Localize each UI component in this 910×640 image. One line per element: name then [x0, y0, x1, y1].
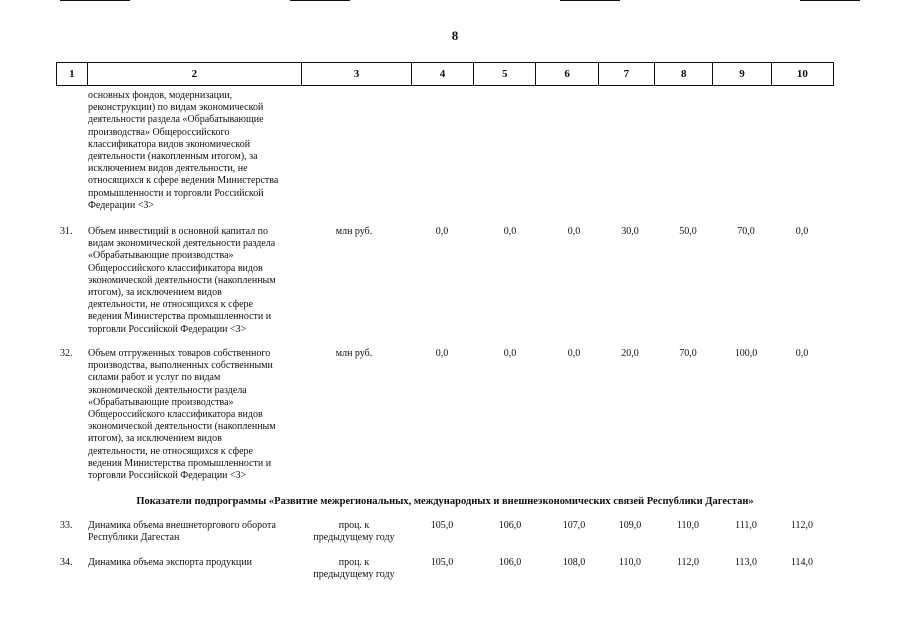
value-cell: 0,0: [567, 226, 581, 237]
value-cell: 0,0: [795, 348, 809, 359]
value-cell: 110,0: [618, 557, 642, 568]
row-number: 34.: [60, 557, 73, 568]
indicator-name: Объем инвестиций в основной капитал по видам экономической деятельности раздела «Обрабатывающие производства» Общероссийского классификатора видов экономической деятельности (накопленным итогом), за исключением видов деятельности, не относящихся к сфере ведения Министерства промышленности и торговли Российской Федерации <3>: [88, 226, 276, 335]
value-cell: 0,0: [795, 226, 809, 237]
value-cell: 108,0: [562, 557, 586, 568]
page-number: 8: [451, 28, 459, 43]
value-cell: 70,0: [737, 226, 755, 237]
value-cell: 0,0: [435, 226, 449, 237]
value-cell: 113,0: [734, 557, 758, 568]
row-number: 32.: [60, 348, 73, 359]
section-title: Показатели подпрограммы «Развитие межрегиональных, международных и внешнеэкономических связей Республики Дагестан»: [136, 496, 754, 507]
value-cell: 105,0: [430, 557, 454, 568]
value-cell: 109,0: [618, 520, 642, 531]
indicator-name: Динамика объема экспорта продукции: [88, 557, 252, 568]
value-cell: 0,0: [567, 348, 581, 359]
unit: проц. к предыдущему году: [313, 520, 395, 544]
value-cell: 0,0: [503, 348, 517, 359]
value-cell: 111,0: [735, 520, 757, 531]
value-cell: 0,0: [435, 348, 449, 359]
continuation-text: основных фондов, модернизации, реконструкции) по видам экономической деятельности раздела «Обрабатывающие производства» Общероссийского классификатора видов экономической деятельности (накопленным итогом), за исключением видов деятельности, не относящихся к сфере ведения Министерства промышленности и торговли Российской Федерации <3>: [88, 90, 279, 211]
value-cell: 0,0: [503, 226, 517, 237]
col-header-4: 4: [411, 63, 473, 85]
unit: млн руб.: [335, 226, 373, 237]
table-header: [56, 62, 834, 86]
row-number: 31.: [60, 226, 73, 237]
value-cell: 112,0: [676, 557, 700, 568]
col-header-10: 10: [771, 63, 834, 85]
indicator-name: Динамика объема внешнеторгового оборота Республики Дагестан: [88, 520, 276, 544]
value-cell: 112,0: [790, 520, 814, 531]
value-cell: 110,0: [676, 520, 700, 531]
unit: проц. к предыдущему году: [313, 557, 395, 581]
col-header-8: 8: [654, 63, 712, 85]
value-cell: 30,0: [621, 226, 639, 237]
value-cell: 20,0: [621, 348, 639, 359]
col-header-5: 5: [473, 63, 535, 85]
value-cell: 107,0: [562, 520, 586, 531]
col-header-6: 6: [535, 63, 597, 85]
value-cell: 70,0: [679, 348, 697, 359]
col-header-7: 7: [598, 63, 654, 85]
unit: млн руб.: [335, 348, 373, 359]
col-header-2: 2: [87, 63, 302, 85]
value-cell: 106,0: [498, 557, 522, 568]
value-cell: 50,0: [679, 226, 697, 237]
value-cell: 105,0: [430, 520, 454, 531]
col-header-1: 1: [56, 63, 87, 85]
col-header-3: 3: [301, 63, 411, 85]
col-header-9: 9: [712, 63, 770, 85]
value-cell: 100,0: [734, 348, 758, 359]
value-cell: 106,0: [498, 520, 522, 531]
row-number: 33.: [60, 520, 73, 531]
value-cell: 114,0: [790, 557, 814, 568]
indicator-name: Объем отгруженных товаров собственного производства, выполненных собственными силами работ и услуг по видам экономической деятельности раздела «Обрабатывающие производства» Общероссийского классификатора видов экономической деятельности (накопленным итогом), за исключением видов деятельности, не относящихся к сфере ведения Министерства промышленности и торговли Российской Федерации <3>: [88, 348, 276, 482]
